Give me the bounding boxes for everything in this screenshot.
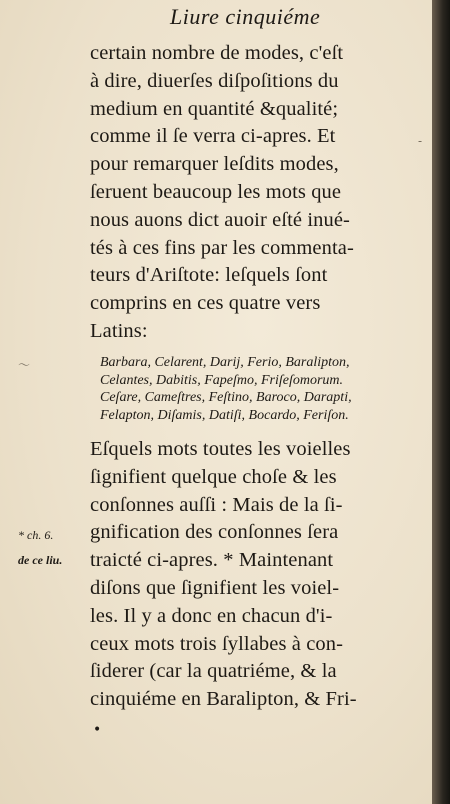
ink-mark: 〜 bbox=[18, 358, 31, 372]
verse-line: Barbara, Celarent, Darij, Ferio, Baralipton, bbox=[100, 355, 350, 370]
text-line: cinquiéme en Baralipton, & Fri- bbox=[90, 688, 357, 711]
verse-line: Ceſare, Cameſtres, Feſtino, Baroco, Darapti, bbox=[100, 390, 352, 405]
text-line: medium en quantité &qualité; bbox=[90, 97, 339, 120]
text-line: ceux mots trois ſyllabes à con- bbox=[90, 632, 344, 655]
text-line: gnification des conſonnes ſera bbox=[90, 521, 339, 544]
text-line: tés à ces fins par les commenta- bbox=[90, 236, 354, 259]
text-line: traicté ci-apres. * Maintenant bbox=[90, 549, 334, 572]
text-line: ſignifient quelque choſe & les bbox=[90, 465, 337, 488]
text-line: teurs d'Ariſtote: leſquels ſont bbox=[90, 264, 328, 287]
text-line: Eſquels mots toutes les voielles bbox=[90, 438, 351, 460]
marginal-note-reference: * ch. 6. bbox=[18, 528, 54, 542]
text-line: certain nombre de modes, c'eſt bbox=[90, 42, 344, 64]
verse-line: Celantes, Dabitis, Fapeſmo, Friſeſomorum. bbox=[100, 372, 344, 388]
marginal-note-source: de ce liu. bbox=[18, 553, 63, 567]
text-line: les. Il y a donc en chacun d'i- bbox=[90, 604, 333, 627]
text-line: ſeruent beaucoup les mots que bbox=[90, 180, 342, 203]
body-text-top bbox=[90, 40, 412, 346]
ink-dot: • bbox=[93, 722, 102, 738]
text-line: nous auons dict auoir eſté inué- bbox=[90, 208, 350, 231]
body-text-bottom bbox=[90, 436, 412, 714]
text-line: comprins en ces quatre vers bbox=[90, 292, 321, 315]
text-line: conſonnes auſſi : Mais de la ſi- bbox=[90, 493, 343, 516]
text-line: Latins: bbox=[90, 319, 148, 342]
latin-mnemonic-verses bbox=[100, 354, 420, 424]
text-line: ſiderer (car la quatriéme, & la bbox=[90, 660, 337, 683]
text-line: diſons que ſignifient les voiel- bbox=[90, 576, 340, 599]
verse-line: Felapton, Diſamis, Datiſi, Bocardo, Feriſon. bbox=[100, 407, 349, 423]
running-head: Liure cinquiéme bbox=[170, 4, 321, 29]
book-gutter bbox=[432, 0, 450, 804]
text-line: à dire, diuerſes diſpoſitions du bbox=[90, 69, 339, 92]
text-line: comme il ſe verra ci-apres. Et bbox=[90, 125, 336, 148]
ink-mark: - bbox=[418, 134, 423, 148]
text-line: pour remarquer leſdits modes, bbox=[90, 153, 339, 176]
